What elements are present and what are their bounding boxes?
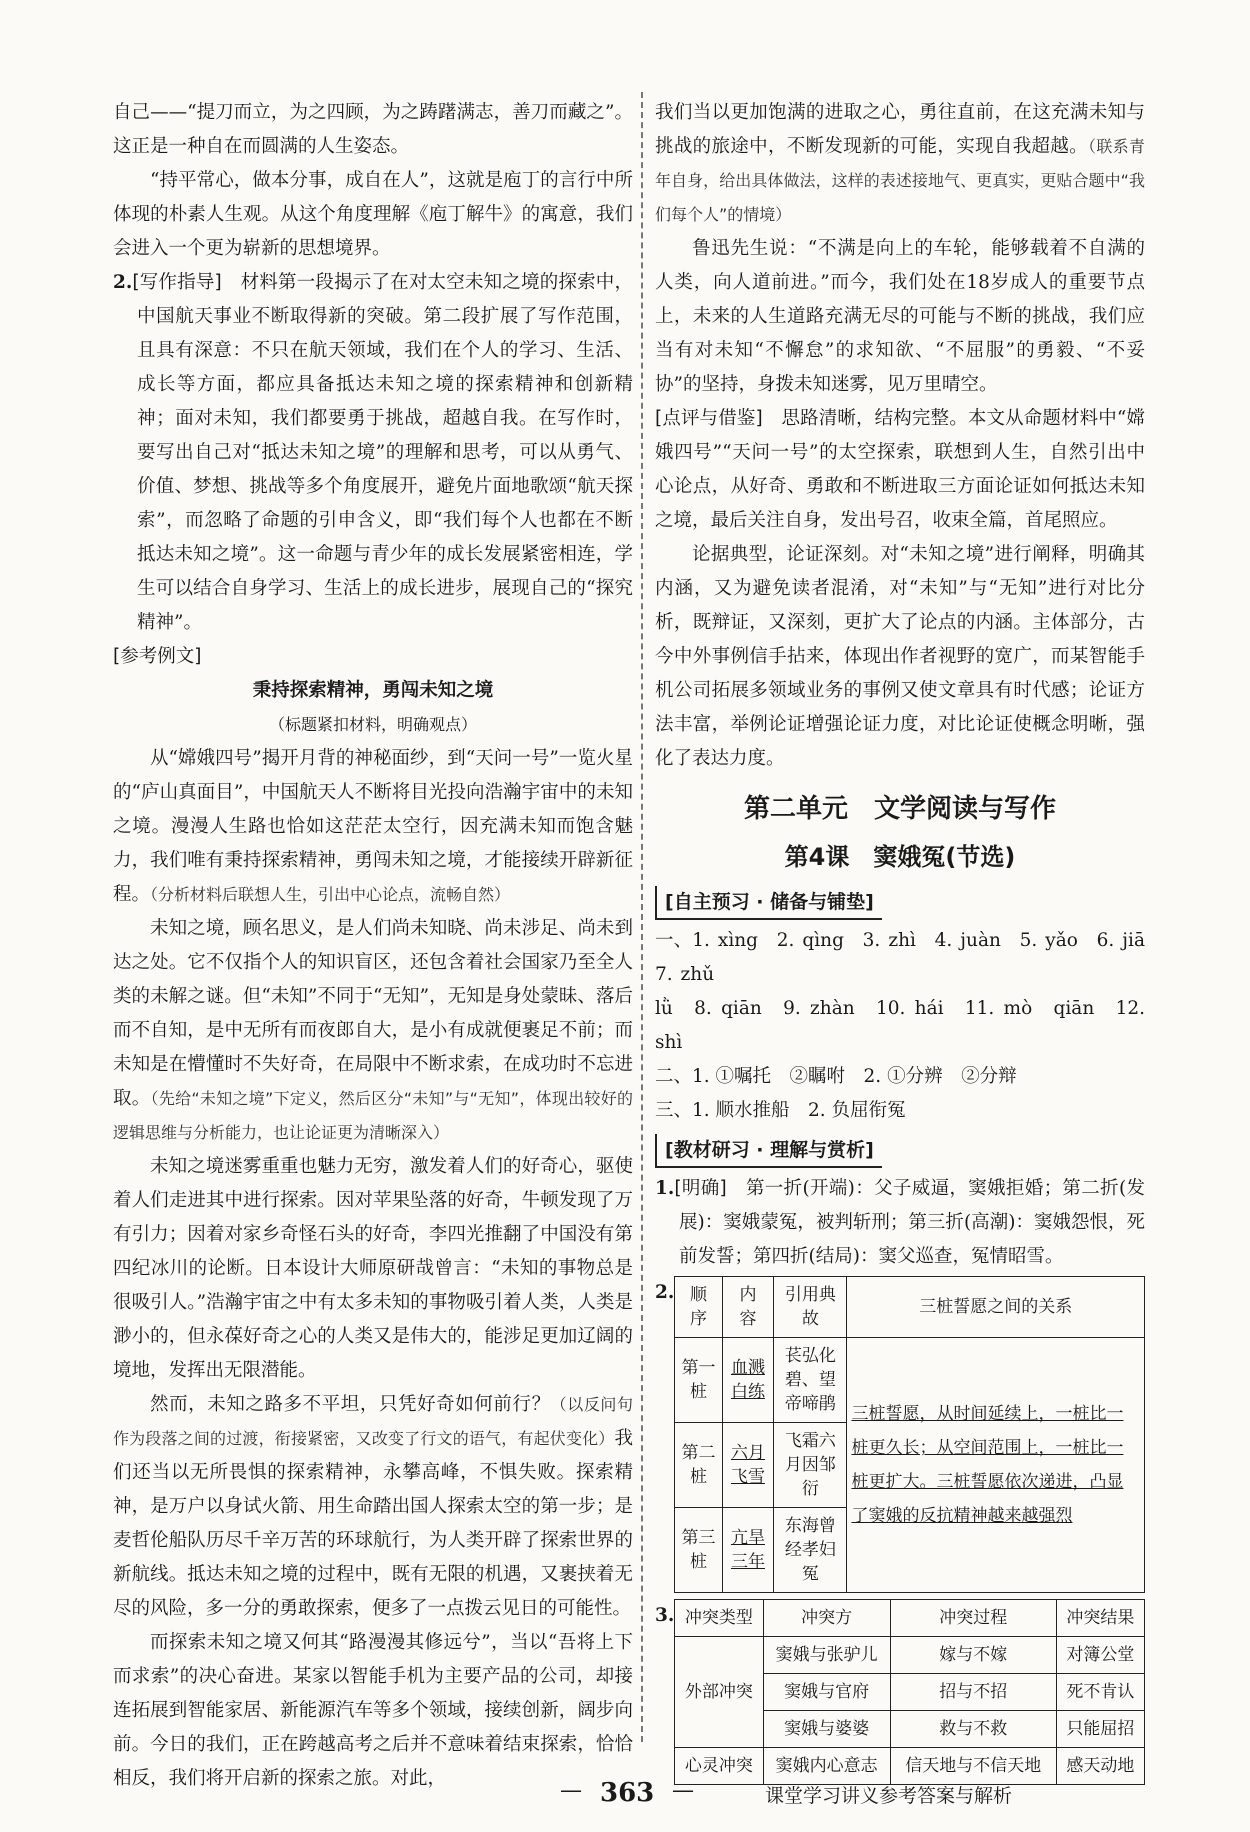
table-row — [675, 1338, 1145, 1423]
right-column — [655, 96, 1164, 1785]
section-heading-study: [ 教材研习 · 理解与赏析 ] — [655, 1134, 882, 1168]
paragraph: “持平常心，做本分事，成自在人”，这就是庖丁的言行中所体现的朴素人生观。从这个角度理解《庖丁解牛》的寓意，我们会进入一个更为崭新的思想境界。 — [113, 170, 633, 259]
left-column — [113, 96, 633, 1796]
table-header-row — [675, 1277, 1145, 1338]
item-number: 1. — [655, 1178, 675, 1199]
table-cell: 心灵冲突 — [675, 1748, 763, 1785]
table-cell: 招与不招 — [890, 1674, 1056, 1711]
essay-text: 从“嫦娥四号”揭开月背的神秘面纱，到“天问一号”一览火星的“庐山真面目”，中国航天人不断将目光投向浩瀚宇宙中的未知之境。漫漫人生路也恰如这茫茫太空行，因充满未知而饱含魅力，我们唯有秉持探索精神，勇闯未知之境，才能接续开辟新征程。 — [113, 748, 633, 905]
table-header: 三桩誓愿之间的关系 — [847, 1277, 1145, 1338]
essay-paragraph — [113, 1388, 633, 1626]
table-header: 冲突类型 — [675, 1600, 763, 1637]
essay-note: （先给“未知之境”下定义，然后区分“未知”与“无知”，体现出较好的逻辑思维与分析能力，也让论证更为清晰深入） — [113, 1089, 633, 1142]
table-cell: 第二桩 — [675, 1423, 722, 1508]
table-header: 引用典故 — [774, 1277, 847, 1338]
item-number: 2. — [113, 272, 133, 293]
essay-text: 我们当以更加饱满的进取之心，勇往直前，在这充满未知与挑战的旅途中，不断发现新的可能，实现自我超越。 — [655, 102, 1145, 157]
item-number: 3. — [655, 1605, 675, 1626]
comment-text: 思路清晰，结构完整。本文从命题材料中“嫦娥四号”“天问一号”的太空探索，联想到人生，自然引出中心论点，从好奇、勇敢和不断进取三方面论证如何抵达未知之境，最后关注自身，发出号召，收束全篇，首尾照应。 — [655, 408, 1145, 531]
table-cell: 感天动地 — [1056, 1748, 1144, 1785]
footer-dash: — — [560, 1778, 582, 1803]
essay-paragraph: 而探索未知之境又何其“路漫漫其修远兮”，当以“吾将上下而求索”的决心奋进。某家以智能手机为主要产品的公司，却接连拓展到智能家居、新能源汽车等多个领域，接续创新，阔步向前。今日的我们，正在跨越高考之后并不意味着结束探索，恰恰相反，我们将开启新的探索之旅。对此， — [113, 1632, 633, 1789]
conflicts-table — [674, 1599, 1145, 1785]
table-cell: 血溅白练 — [722, 1338, 774, 1423]
essay-title: 秉持探索精神，勇闯未知之境 — [252, 680, 494, 701]
relation-cell: 三桩誓愿，从时间延续上，一桩比一桩更久长；从空间范围上，一桩比一桩更扩大。三桩誓愿依次递进，凸显了窦娥的反抗精神越来越强烈 — [847, 1338, 1145, 1593]
table-header: 冲突方 — [763, 1600, 890, 1637]
table-header: 冲突结果 — [1056, 1600, 1144, 1637]
table-cell: 只能屈招 — [1056, 1711, 1144, 1748]
comment-paragraph: 论据典型，论证深刻。对“未知之境”进行阐释，明确其内涵，又为避免读者混淆，对“未知”与“无知”进行对比分析，既辩证，又深刻，更扩大了论点的内涵。主体部分，古今中外事例信手拈来，体现出作者视野的宽广，而某智能手机公司拓展多领域业务的事例又使文章具有时代感；论证方法丰富，举例论证增强论证力度，对比论证使概念明晰，强化了表达力度。 — [655, 544, 1145, 769]
paragraph: 自己——“提刀而立，为之四顾，为之踌躇满志，善刀而藏之”。这正是一种自在而圆满的人生姿态。 — [113, 102, 633, 157]
table-cell: 苌弘化碧、望帝啼鹃 — [774, 1338, 847, 1423]
column-divider — [641, 92, 643, 1742]
essay-note: （分析材料后联想人生，引出中心论点，流畅自然） — [150, 885, 511, 904]
essay-note: （以反问句作为段落之间的过渡，衔接紧密，又改变了行文的语气，有起伏变化） — [113, 1395, 633, 1448]
table-cell: 窦娥内心意志 — [763, 1748, 890, 1785]
clarify-tag: [明确] — [674, 1178, 727, 1199]
answer-item-2 — [113, 266, 633, 640]
table-cell: 飞霜六月因邹衍 — [774, 1423, 847, 1508]
comment-paragraph — [655, 402, 1145, 538]
preview-answers-line: 二、1. ①嘱托 ②瞩咐 2. ①分辨 ②分辩 — [655, 1066, 1017, 1087]
table-header: 内 容 — [722, 1277, 774, 1338]
table-cell: 第三桩 — [675, 1508, 722, 1593]
footer-dash: — — [672, 1778, 694, 1803]
essay-paragraph — [655, 96, 1145, 232]
footer-title: 课堂学习讲义参考答案与解析 — [765, 1785, 1013, 1807]
table-cell: 窦娥与官府 — [763, 1674, 890, 1711]
item-text: 第一折(开端)：父子威逼，窦娥拒婚；第二折(发展)：窦娥蒙冤，被判斩刑；第三折(高潮)：窦娥怨恨，死前发誓；第四折(结局)：窦父巡查，冤情昭雪。 — [679, 1178, 1145, 1267]
answer-item-3-table — [655, 1599, 1145, 1785]
table-cell: 死不肯认 — [1056, 1674, 1144, 1711]
table-cell: 信天地与不信天地 — [890, 1748, 1056, 1785]
page-number: 363 — [600, 1778, 655, 1808]
answer-item-2-table — [655, 1276, 1145, 1593]
table-row — [675, 1748, 1145, 1785]
table-cell: 窦娥与婆婆 — [763, 1711, 890, 1748]
table-header: 冲突过程 — [890, 1600, 1056, 1637]
essay-paragraph: 鲁迅先生说：“不满是向上的车轮，能够载着不自满的人类，向人道前进。”而今，我们处在18岁成人的重要节点上，未来的人生道路充满无尽的可能与不断的挑战，我们应当有对未知“不懈怠”的求知欲、“不屈服”的勇毅、“不妥协”的坚持，身拨未知迷雾，见万里晴空。 — [655, 238, 1145, 395]
table-cell: 窦娥与张驴儿 — [763, 1637, 890, 1674]
essay-subtitle-note: （标题紧扣材料，明确观点） — [268, 715, 477, 734]
reference-essay-tag: [参考例文] — [113, 646, 202, 667]
table-header-row — [675, 1600, 1145, 1637]
vows-table — [674, 1276, 1145, 1593]
essay-paragraph — [113, 742, 633, 912]
unit-title: 第二单元 文学阅读与写作 — [743, 794, 1056, 824]
comment-tag: [点评与借鉴] — [655, 408, 763, 429]
section-heading-preview: [ 自主预习 · 储备与铺垫 ] — [655, 886, 882, 920]
preview-answers-line: lǜ 8. qiān 9. zhàn 10. hái 11. mò qiān 12. shì — [655, 998, 1145, 1053]
essay-text: 然而，未知之路多不平坦，只凭好奇如何前行？ — [150, 1394, 551, 1415]
item-text: 材料第一段揭示了在对太空未知之境的探索中，中国航天事业不断取得新的突破。第二段扩展了写作范围，且具有深意：不只在航天领域，我们在个人的学习、生活、成长等方面，都应具备抵达未知之境的探索精神和创新精神；面对未知，我们都要勇于挑战，超越自我。在写作时，要写出自己对“抵达未知之境”的理解和思考，可以从勇气、价值、梦想、挑战等多个角度展开，避免片面地歌颂“航天探索”，而忽略了命题的引申含义，即“我们每个人也都在不断抵达未知之境”。这一命题与青少年的成长发展紧密相连，学生可以结合自身学习、生活上的成长进步，展现自己的“探究精神”。 — [137, 272, 633, 633]
table-header: 顺 序 — [675, 1277, 722, 1338]
table-cell: 外部冲突 — [675, 1637, 763, 1748]
table-row — [675, 1637, 1145, 1674]
preview-answers-line: 三、1. 顺水推船 2. 负屈衔冤 — [655, 1100, 906, 1121]
answer-item-1 — [655, 1172, 1145, 1274]
essay-note: （联系青年自身，给出具体做法，这样的表述接地气、更真实，更贴合题中“我们每个人”的情境） — [655, 137, 1145, 224]
essay-text: 我们还当以无所畏惧的探索精神，永攀高峰，不惧失败。探索精神，是万户以身试火箭、用生命踏出国人探索太空的第一步；是麦哲伦船队历尽千辛万苦的环球航行，为人类开辟了探索世界的新航线。抵达未知之境的过程中，既有无限的机遇，又裹挟着无尽的风险，多一分的勇敢探索，便多了一点拨云见日的可能性。 — [113, 1428, 633, 1619]
essay-text: 未知之境，顾名思义，是人们尚未知晓、尚未涉足、尚未到达之处。它不仅指个人的知识盲区，还包含着社会国家乃至全人类的未解之谜。但“未知”不同于“无知”，无知是身处蒙昧、落后而不自知，是中无所有而夜郎自大，是小有成就便裹足不前；而未知是在懵懂时不失好奇，在局限中不断求索，在成功时不忘进取。 — [113, 918, 633, 1109]
preview-answers-line: 一、1. xìng 2. qìng 3. zhì 4. juàn 5. yǎo 6. jiā 7. zhǔ — [655, 930, 1164, 985]
table-cell: 嫁与不嫁 — [890, 1637, 1056, 1674]
writing-guide-tag: [写作指导] — [132, 272, 222, 293]
essay-paragraph: 未知之境迷雾重重也魅力无穷，激发着人们的好奇心，驱使着人们走进其中进行探索。因对苹果坠落的好奇，牛顿发现了万有引力；因着对家乡奇怪石头的好奇，李四光推翻了中国没有第四纪冰川的论断。日本设计大师原研哉曾言：“未知的事物总是很吸引人。”浩瀚宇宙之中有太多未知的事物吸引着人类，人类是渺小的，但永葆好奇之心的人类又是伟大的，能涉足更加辽阔的境地，发挥出无限潜能。 — [113, 1156, 633, 1381]
essay-paragraph — [113, 912, 633, 1150]
table-cell: 救与不救 — [890, 1711, 1056, 1748]
table-cell: 东海曾经孝妇冤 — [774, 1508, 847, 1593]
lesson-title: 第4课 窦娥冤(节选) — [784, 843, 1016, 871]
item-number: 2. — [655, 1282, 675, 1303]
table-cell: 亢旱三年 — [722, 1508, 774, 1593]
table-cell: 第一桩 — [675, 1338, 722, 1423]
table-cell: 六月飞雪 — [722, 1423, 774, 1508]
table-cell: 对簿公堂 — [1056, 1637, 1144, 1674]
